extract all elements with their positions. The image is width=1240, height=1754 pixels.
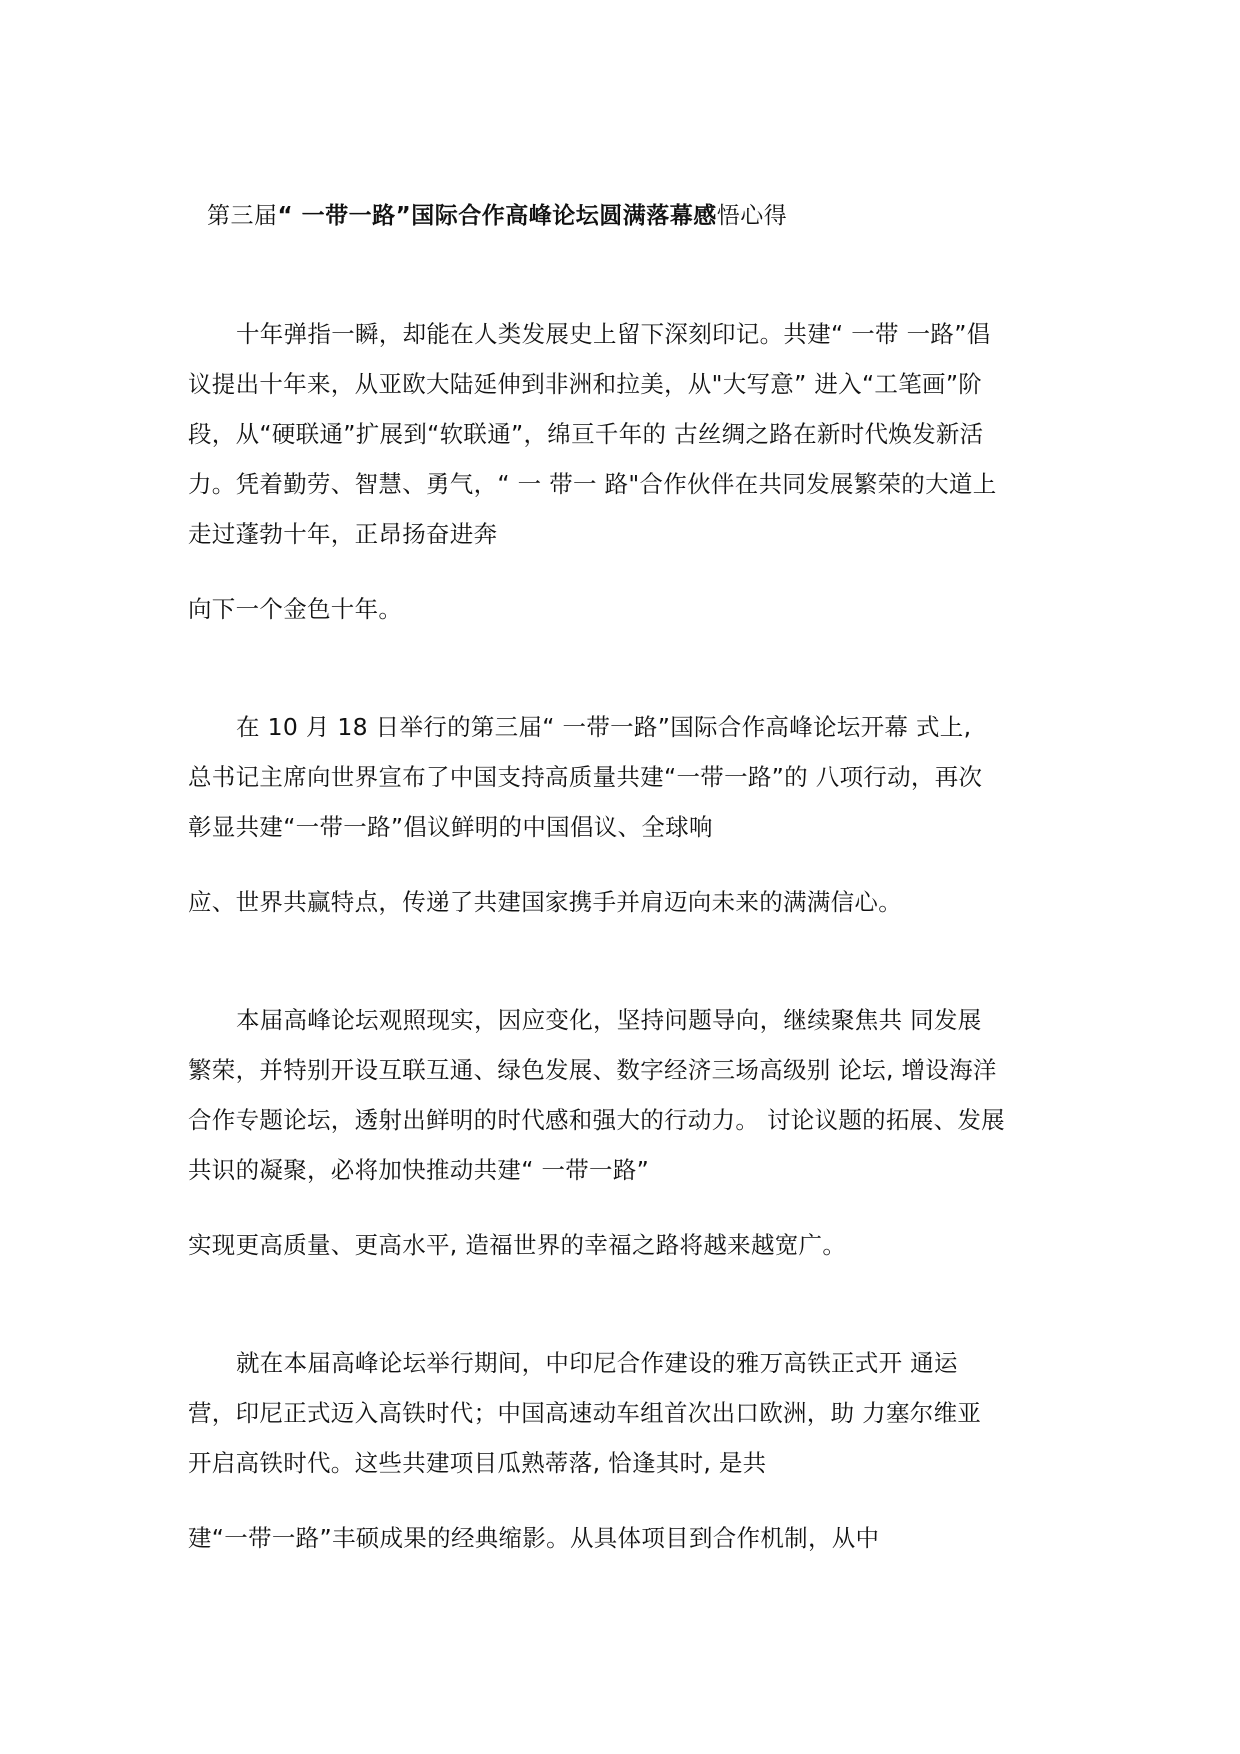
paragraph-4-line-4: 建“一带一路”丰硕成果的经典缩影。从具体项目到合作机制，从中 <box>188 1524 880 1552</box>
document-title <box>207 196 787 236</box>
paragraph-2-line-1: 在 10 月 18 日举行的第三届“ 一带一路”国际合作高峰论坛开幕 式上, <box>236 713 972 741</box>
paragraph-1-line-4: 力。凭着勤劳、智慧、勇气，“ 一 带一 路"合作伙伴在共同发展繁荣的大道上 <box>188 470 997 498</box>
paragraph-1-line-1: 十年弹指一瞬，却能在人类发展史上留下深刻印记。共建“ 一带 一路”倡 <box>236 320 991 348</box>
paragraph-4-line-3: 开启高铁时代。这些共建项目瓜熟蒂落, 恰逢其时, 是共 <box>188 1449 767 1477</box>
paragraph-1-line-2: 议提出十年来，从亚欧大陆延伸到非洲和拉美，从"大写意” 进入“工笔画”阶 <box>188 370 983 398</box>
paragraph-2-line-3: 彰显共建“一带一路”倡议鲜明的中国倡议、全球响 <box>188 813 713 841</box>
paragraph-2-line-2: 总书记主席向世界宣布了中国支持高质量共建“一带一路”的 八项行动，再次 <box>188 763 983 791</box>
paragraph-1-line-3: 段，从“硬联通”扩展到“软联通”，绵亘千年的 古丝绸之路在新时代焕发新活 <box>188 420 984 448</box>
paragraph-3-line-5: 实现更高质量、更高水平, 造福世界的幸福之路将越来越宽广。 <box>188 1231 847 1259</box>
paragraph-2-line-4: 应、世界共赢特点，传递了共建国家携手并肩迈向未来的满满信心。 <box>188 888 902 916</box>
title-main: “ 一带一路”国际合作高峰论坛圆满落幕感 <box>277 203 717 229</box>
paragraph-3-line-3: 合作专题论坛，透射出鲜明的时代感和强大的行动力。 讨论议题的拓展、发展 <box>188 1106 1005 1134</box>
paragraph-3-line-4: 共识的凝聚，必将加快推动共建“ 一带一路” <box>188 1156 650 1184</box>
title-prefix: 第三届 <box>207 203 278 229</box>
paragraph-1-line-5: 走过蓬勃十年，正昂扬奋进奔 <box>188 520 498 548</box>
paragraph-4-line-2: 营，印尼正式迈入高铁时代；中国高速动车组首次出口欧洲，助 力塞尔维亚 <box>188 1399 982 1427</box>
paragraph-3-line-1: 本届高峰论坛观照现实，因应变化，坚持问题导向，继续聚焦共 同发展 <box>236 1006 982 1034</box>
paragraph-4-line-1: 就在本届高峰论坛举行期间，中印尼合作建设的雅万高铁正式开 通运 <box>236 1349 958 1377</box>
paragraph-3-line-2: 繁荣，并特别开设互联互通、绿色发展、数字经济三场高级别 论坛, 增设海洋 <box>188 1056 997 1084</box>
title-suffix: 悟心得 <box>716 203 788 229</box>
paragraph-1-line-6: 向下一个金色十年。 <box>188 595 403 623</box>
